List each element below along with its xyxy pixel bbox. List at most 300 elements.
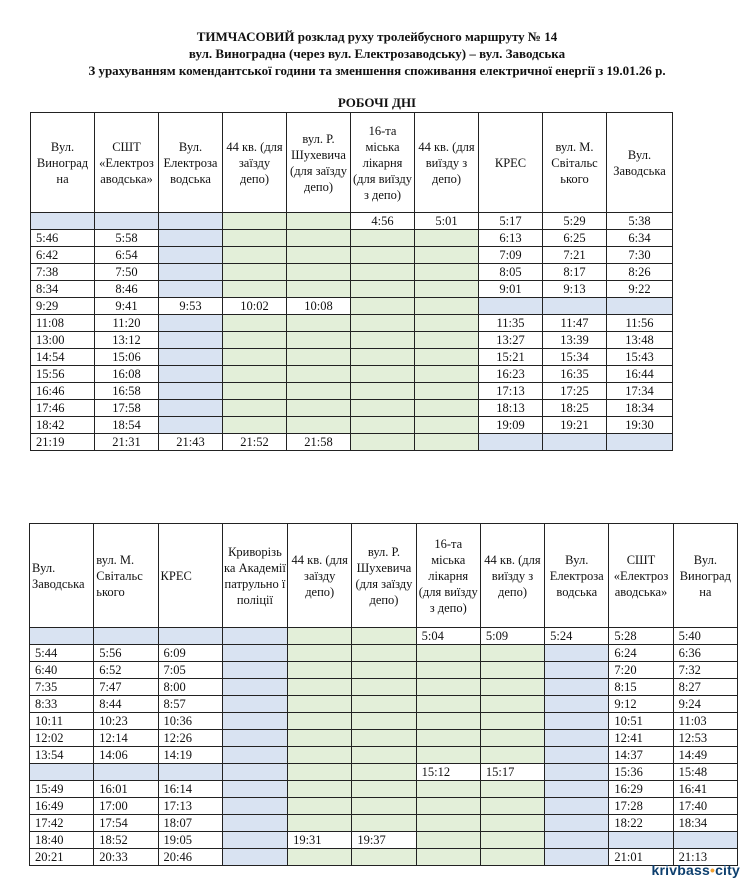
time-cell [159,213,223,230]
time-cell: 6:36 [673,645,737,662]
time-cell: 21:31 [95,434,159,451]
watermark-dot: • [709,862,716,878]
time-cell [415,417,479,434]
time-cell: 16:08 [95,366,159,383]
time-cell [352,713,416,730]
time-cell: 21:13 [673,849,737,866]
time-cell [287,264,351,281]
time-cell: 5:09 [480,628,544,645]
time-cell [288,781,352,798]
table-row [31,434,673,451]
time-cell: 5:44 [30,645,94,662]
time-cell [545,730,609,747]
column-header: Криворізь ка Академії патрульно ї поліції [222,524,287,628]
time-cell: 18:25 [543,400,607,417]
table-row [30,832,738,849]
time-cell: 16:44 [607,366,673,383]
time-cell: 7:05 [158,662,222,679]
time-cell: 4:56 [351,213,415,230]
time-cell: 17:13 [479,383,543,400]
time-cell: 7:09 [479,247,543,264]
time-cell: 5:29 [543,213,607,230]
column-header: 44 кв. (для виїзду з депо) [480,524,544,628]
column-header: КРЕС [158,524,222,628]
time-cell: 15:36 [609,764,673,781]
time-cell [351,332,415,349]
time-cell [480,798,544,815]
watermark-brand-a: krivbass [651,862,710,878]
table-row [31,332,673,349]
time-cell: 8:57 [158,696,222,713]
time-cell: 13:54 [30,747,94,764]
time-cell [222,781,287,798]
column-header: СШТ «Електроз аводська» [95,113,159,213]
time-cell [222,679,287,696]
time-cell [223,230,287,247]
time-cell: 18:42 [31,417,95,434]
time-cell: 21:01 [609,849,673,866]
time-cell [94,628,158,645]
time-cell [288,798,352,815]
table-row [30,781,738,798]
time-cell: 15:56 [31,366,95,383]
time-cell: 19:05 [158,832,222,849]
time-cell: 20:21 [30,849,94,866]
table-row [30,730,738,747]
time-cell [223,213,287,230]
table-row [30,662,738,679]
time-cell: 21:52 [223,434,287,451]
time-cell [288,713,352,730]
time-cell: 15:06 [95,349,159,366]
time-cell: 18:52 [94,832,158,849]
watermark-brand-b: city [715,862,740,878]
time-cell [288,696,352,713]
time-cell [545,764,609,781]
time-cell [416,747,480,764]
time-cell: 7:21 [543,247,607,264]
time-cell [351,400,415,417]
time-cell [222,815,287,832]
time-cell: 7:35 [30,679,94,696]
time-cell: 17:58 [95,400,159,417]
time-cell: 5:58 [95,230,159,247]
time-cell [352,815,416,832]
table-row [30,628,738,645]
time-cell [609,832,673,849]
time-cell: 16:46 [31,383,95,400]
time-cell [416,645,480,662]
time-cell: 10:08 [287,298,351,315]
time-cell: 7:50 [95,264,159,281]
column-header: вул. М. Світальс ького [543,113,607,213]
time-cell: 15:12 [416,764,480,781]
time-cell: 16:29 [609,781,673,798]
time-cell [222,798,287,815]
time-cell [479,298,543,315]
time-cell [351,264,415,281]
time-cell [159,383,223,400]
time-cell: 21:19 [31,434,95,451]
time-cell [222,849,287,866]
time-cell [415,230,479,247]
time-cell [222,713,287,730]
time-cell [287,230,351,247]
time-cell [159,332,223,349]
time-cell [223,247,287,264]
time-cell [352,679,416,696]
table-row [31,213,673,230]
time-cell: 8:05 [479,264,543,281]
time-cell [415,349,479,366]
time-cell: 9:22 [607,281,673,298]
time-cell: 17:28 [609,798,673,815]
time-cell: 12:53 [673,730,737,747]
time-cell: 5:04 [416,628,480,645]
time-cell [545,747,609,764]
schedule-table-forward [30,112,673,451]
time-cell [159,417,223,434]
time-cell: 18:54 [95,417,159,434]
time-cell [222,730,287,747]
column-header: 16-та міська лікарня (для виїзду з депо) [351,113,415,213]
time-cell: 17:25 [543,383,607,400]
time-cell: 13:48 [607,332,673,349]
time-cell [545,662,609,679]
time-cell [287,332,351,349]
table-row [31,281,673,298]
time-cell [351,230,415,247]
time-cell: 11:56 [607,315,673,332]
time-cell [480,730,544,747]
time-cell: 9:24 [673,696,737,713]
time-cell [480,645,544,662]
time-cell: 7:20 [609,662,673,679]
time-cell: 17:40 [673,798,737,815]
time-cell [415,383,479,400]
table-row [30,815,738,832]
time-cell [223,400,287,417]
time-cell: 15:17 [480,764,544,781]
table-row [30,713,738,730]
time-cell [545,798,609,815]
table-row [31,315,673,332]
time-cell [352,849,416,866]
time-cell: 7:30 [607,247,673,264]
time-cell: 19:21 [543,417,607,434]
table-row [31,247,673,264]
table-row [31,298,673,315]
time-cell: 20:33 [94,849,158,866]
time-cell: 18:40 [30,832,94,849]
time-cell [287,349,351,366]
time-cell: 16:41 [673,781,737,798]
column-header: вул. Р. Шухевича (для заїзду депо) [287,113,351,213]
time-cell [545,696,609,713]
time-cell: 14:06 [94,747,158,764]
time-cell [415,298,479,315]
time-cell [223,366,287,383]
time-cell [351,298,415,315]
time-cell [545,679,609,696]
column-header: вул. Р. Шухевича (для заїзду депо) [352,524,416,628]
time-cell: 6:25 [543,230,607,247]
time-cell [416,832,480,849]
time-cell: 16:49 [30,798,94,815]
time-cell [159,366,223,383]
table-row [30,798,738,815]
time-cell [543,298,607,315]
time-cell [351,417,415,434]
time-cell [222,832,287,849]
time-cell [416,696,480,713]
watermark-logo [652,862,740,878]
time-cell: 13:39 [543,332,607,349]
time-cell: 15:43 [607,349,673,366]
time-cell: 14:37 [609,747,673,764]
time-cell [480,747,544,764]
column-header: СШТ «Електроз аводська» [609,524,673,628]
table-row [31,264,673,281]
time-cell: 10:36 [158,713,222,730]
time-cell: 13:27 [479,332,543,349]
time-cell [352,798,416,815]
table-row [30,764,738,781]
time-cell [222,696,287,713]
time-cell: 11:08 [31,315,95,332]
time-cell [416,713,480,730]
time-cell [545,849,609,866]
time-cell [416,662,480,679]
time-cell [351,315,415,332]
time-cell [351,366,415,383]
time-cell: 21:43 [159,434,223,451]
time-cell [480,696,544,713]
time-cell: 5:01 [415,213,479,230]
time-cell [159,281,223,298]
time-cell [223,281,287,298]
time-cell: 5:56 [94,645,158,662]
time-cell: 9:01 [479,281,543,298]
time-cell [158,764,222,781]
column-header: 16-та міська лікарня (для виїзду з депо) [416,524,480,628]
time-cell [223,417,287,434]
time-cell [159,247,223,264]
schedule-note: З урахуванням комендантської години та зменшення споживання електричної енергії з 19.01.26 р. [88,63,666,78]
time-cell: 8:17 [543,264,607,281]
time-cell: 12:02 [30,730,94,747]
time-cell: 19:31 [288,832,352,849]
time-cell [416,798,480,815]
time-cell [351,247,415,264]
schedule-table-return [29,523,738,866]
time-cell: 13:12 [95,332,159,349]
time-cell [415,247,479,264]
time-cell [287,383,351,400]
time-cell: 11:47 [543,315,607,332]
time-cell [673,832,737,849]
time-cell [223,332,287,349]
column-header: Вул. Виноград на [31,113,95,213]
table-row [31,417,673,434]
time-cell [95,213,159,230]
time-cell: 8:46 [95,281,159,298]
time-cell [288,662,352,679]
time-cell [545,645,609,662]
time-cell [415,332,479,349]
time-cell [607,298,673,315]
time-cell: 8:00 [158,679,222,696]
time-cell: 8:26 [607,264,673,281]
time-cell: 8:15 [609,679,673,696]
time-cell: 5:40 [673,628,737,645]
time-cell: 19:09 [479,417,543,434]
table-row [31,383,673,400]
table-row [30,747,738,764]
time-cell [287,417,351,434]
time-cell: 18:22 [609,815,673,832]
time-cell: 18:07 [158,815,222,832]
time-cell [545,832,609,849]
time-cell [351,383,415,400]
time-cell [288,747,352,764]
time-cell [222,662,287,679]
time-cell [416,679,480,696]
time-cell: 16:35 [543,366,607,383]
time-cell [480,832,544,849]
time-cell [415,366,479,383]
time-cell: 19:37 [352,832,416,849]
time-cell [288,679,352,696]
route-description: вул. Виноградна (через вул. Електрозаводську) – вул. Заводська [188,46,566,61]
time-cell: 10:51 [609,713,673,730]
time-cell: 7:32 [673,662,737,679]
table-row [31,349,673,366]
time-cell: 7:38 [31,264,95,281]
time-cell: 6:54 [95,247,159,264]
time-cell [288,645,352,662]
table-row [30,645,738,662]
time-cell [415,264,479,281]
time-cell [288,849,352,866]
time-cell [287,247,351,264]
table-row [30,849,738,866]
time-cell [288,730,352,747]
time-cell [480,781,544,798]
time-cell: 14:19 [158,747,222,764]
time-cell: 9:53 [159,298,223,315]
column-header: КРЕС [479,113,543,213]
time-cell: 21:58 [287,434,351,451]
time-cell [416,781,480,798]
column-header: 44 кв. (для виїзду з депо) [415,113,479,213]
time-cell: 15:21 [479,349,543,366]
time-cell [159,230,223,247]
table-row [30,696,738,713]
table-row [30,679,738,696]
table-row [31,366,673,383]
time-cell: 9:12 [609,696,673,713]
time-cell [415,434,479,451]
time-cell [351,434,415,451]
time-cell: 5:28 [609,628,673,645]
time-cell [415,281,479,298]
time-cell [287,213,351,230]
time-cell [222,764,287,781]
time-cell: 17:34 [607,383,673,400]
time-cell [30,628,94,645]
time-cell [30,764,94,781]
time-cell [288,628,352,645]
time-cell: 9:13 [543,281,607,298]
time-cell: 14:49 [673,747,737,764]
time-cell: 13:00 [31,332,95,349]
time-cell [416,815,480,832]
time-cell: 6:52 [94,662,158,679]
time-cell: 17:54 [94,815,158,832]
time-cell: 5:24 [545,628,609,645]
time-cell [223,349,287,366]
time-cell: 17:46 [31,400,95,417]
time-cell: 6:24 [609,645,673,662]
time-cell: 6:40 [30,662,94,679]
time-cell [352,781,416,798]
time-cell: 16:58 [95,383,159,400]
time-cell [94,764,158,781]
time-cell: 8:27 [673,679,737,696]
time-cell: 18:34 [607,400,673,417]
time-cell [352,645,416,662]
time-cell [545,815,609,832]
column-header: Вул. Заводська [30,524,94,628]
time-cell [352,662,416,679]
time-cell [222,645,287,662]
time-cell [31,213,95,230]
time-cell [352,730,416,747]
time-cell [480,849,544,866]
column-header: Вул. Електроза водська [159,113,223,213]
time-cell [287,281,351,298]
time-cell: 6:13 [479,230,543,247]
time-cell [352,628,416,645]
column-header: Вул. Виноград на [673,524,737,628]
time-cell: 15:48 [673,764,737,781]
column-header: вул. М. Світальс ького [94,524,158,628]
time-cell [288,815,352,832]
table-row [31,400,673,417]
time-cell [351,281,415,298]
time-cell [607,434,673,451]
time-cell: 10:02 [223,298,287,315]
time-cell [416,849,480,866]
time-cell: 9:41 [95,298,159,315]
time-cell: 16:14 [158,781,222,798]
time-cell [159,400,223,417]
time-cell: 12:14 [94,730,158,747]
time-cell: 6:34 [607,230,673,247]
time-cell [287,366,351,383]
time-cell: 8:33 [30,696,94,713]
column-header: 44 кв. (для заїзду депо) [223,113,287,213]
time-cell [545,713,609,730]
time-cell: 18:34 [673,815,737,832]
time-cell [415,315,479,332]
time-cell: 8:44 [94,696,158,713]
time-cell [222,628,287,645]
time-cell [480,713,544,730]
time-cell [288,764,352,781]
time-cell [352,747,416,764]
